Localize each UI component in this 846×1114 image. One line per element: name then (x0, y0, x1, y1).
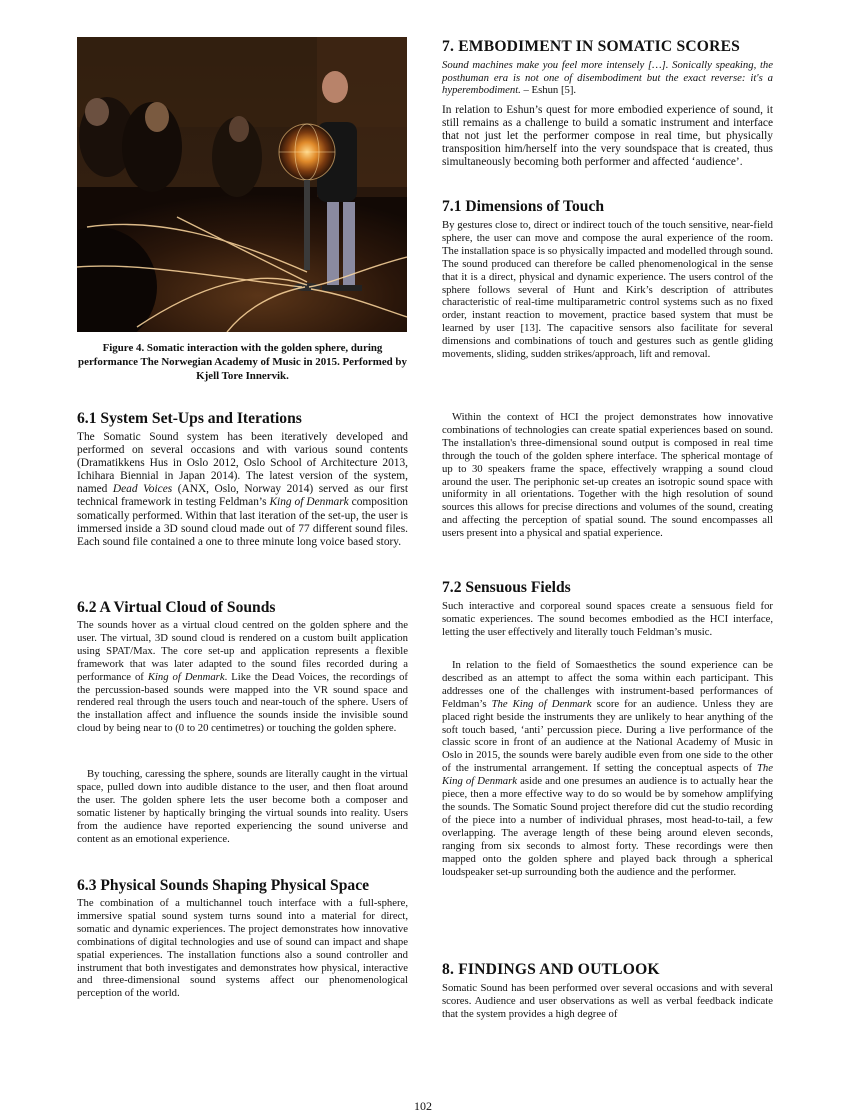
section-heading-7-1: 7.1 Dimensions of Touch (442, 198, 605, 215)
section-8-paragraph: Somatic Sound has been performed over several occasions and with several scores. Audience and user observations as well as verbal feedback indicate that the system provides a high degree of (442, 982, 773, 1020)
section-heading-6-1: 6.1 System Set-Ups and Iterations (77, 410, 302, 427)
epigraph-quote: Sound machines make you feel more intensely […]. Sonically speaking, the posthuman era is not one of disembodiment but the exact reverse: it's a hyperembodiment. – Eshun [5]. (442, 59, 773, 97)
section-6-3-paragraph: The combination of a multichannel touch interface with a full-sphere, immersive spatial sound system turns sound into a material for direct, somatic and dynamic experiences. The project demonstrates how innovative combinations of digital technologies and use of sound can impact and shape spatial experiences. The installation functions also a sound controller and instrument that both investigates and demonstrates how physical, interactive and three-dimensional sound systems affect our phenomenological perception of the world. (77, 897, 408, 1000)
section-6-2-paragraph-1: The sounds hover as a virtual cloud centred on the golden sphere and the user. The virtual, 3D sound cloud is rendered on a custom built application using SPAT/Max. The core set-up and application represents a flexible framework that was later adapted to the sound files recorded during a performance of King of Denmark. Like the Dead Voices, the recordings of the percussion-based sounds were mapped into the VR sound space and rendered real through the users touch and near-touch of the sphere. Users of the installation affect and influence the sounds inside the invisible sound cloud by being near to (0 to 20 centimetres) or touching the golden sphere. (77, 619, 408, 735)
section-7-paragraph: In relation to Eshun’s quest for more embodied experience of sound, it still remains as a challenge to build a somatic instrument and interface that not just let the performer compose in real time, but physically transposition him/herself into the very soundspace that is created, thus simultaneously becoming both performer and affected ‘audience’. (442, 104, 773, 169)
page-number: 102 (414, 1099, 432, 1113)
section-7-1-paragraph-1: By gestures close to, direct or indirect touch of the touch sensitive, near-field sphere, the user can move and compose the aural experience of the room. The installation space is so physically impacted and modelled through sound. The sound produced can therefore be called phenomenological in the sense that it is a direct, physical and dynamic experience. The users control of the sphere follows several of Hunt and Kirk’s description of attributes characteristic of real-time multiparametric control systems such as no fixed order, instant reaction to movement, practice based system that must be learned by user [13]. The capacitive sensors also facilitate for several dimensions and combinations of touch and gestures such as gentle gliding movements, sliding, sudden strikes/approach, lift and removal. (442, 219, 773, 361)
section-7-2-paragraph-1: Such interactive and corporeal sound spaces create a sensuous field for somatic experiences. The sound becomes embodied as the HCI interface, letting the user effectively and literally touch Feldman’s music. (442, 600, 773, 638)
section-heading-6-2: 6.2 A Virtual Cloud of Sounds (77, 599, 276, 616)
section-heading-7: 7. EMBODIMENT IN SOMATIC SCORES (442, 38, 741, 55)
section-7-1-paragraph-2: Within the context of HCI the project demonstrates how innovative combinations of technologies can create spatial experiences based on sound. The installation's three-dimensional sound output is composed in real time through the touch of the golden sphere interface. The spherical montage of up to 30 speakers frame the space, effectively wrapping a sound cloud around the user. The periphonic set-up creates an isotropic sound space with uniformity in all orientations. Together with the high resolution of sound sources this allows for precise directions and volumes of the sound, creating and affecting the perception of spatial sound. The sound encompasses all users present into a physical and spatial experience. (442, 411, 773, 540)
section-7-2-paragraph-2: In relation to the field of Somaesthetics the sound experience can be described as an attempt to affect the soma within each participant. This addresses one of the challenges with instrument-based performances of Feldman’s The King of Denmark score for an audience. Unless they are placed right beside the instruments they are unlikely to hear anything of the soft touch based, ‘anti’ percussion piece. During a live performance of the classic score in front of an audience at the National Academy of Music in Oslo in 2015, the sounds were barely audible even from one side to the other of the instrumental arrangement. If setting the conceptual aspects of The King of Denmark aside and one presumes an audience is to actually hear the piece, then a more effective way to do so would be by somehow amplifying the sounds. The Somatic Sound project therefore did cut the studio recording of the piece into a number of individual phrases, most head-to-tail, a few overlapping. The average length of these being around eleven seconds, ranging from six seconds to almost forty. These recordings were then mapped onto the golden sphere and played back through a spherical loudspeaker set-up surrounding both the audience and the performer. (442, 659, 774, 878)
section-6-1-paragraph: The Somatic Sound system has been iteratively developed and performed on several occasions and with various sound contents (Dramatikkens Hus in Oslo 2012, Oslo School of Architecture 2013, Ichihara Biennial in Japan 2014). The latest version of the system, named Dead Voices (ANX, Oslo, Norway 2014) served as our first technical framework in testing Feldman’s King of Denmark composition somatically performed. Within that last iteration of the set-up, the user is immersed inside a 3D sound cloud made out of 77 different sound files. Each sound file contained a one to three minute long voice based story. (77, 431, 409, 548)
figure-caption: Figure 4. Somatic interaction with the golden sphere, during performance The Norwegian Academy of Music in 2015. Performed by Kjell Tore Innervik. (78, 342, 407, 382)
section-6-2-paragraph-2: By touching, caressing the sphere, sounds are literally caught in the virtual space, pulled down into audible distance to the user, and then float around the user. The golden sphere lets the user become both a composer and somatic listener by haptically bringing the virtual sounds into reality. Users from the audience have reported experiencing the sound universe and content as an emotional experience. (77, 768, 408, 845)
section-heading-7-2: 7.2 Sensuous Fields (442, 579, 571, 596)
section-heading-6-3: 6.3 Physical Sounds Shaping Physical Space (77, 877, 370, 894)
section-heading-8: 8. FINDINGS AND OUTLOOK (442, 961, 660, 978)
epigraph-attribution: – Eshun [5]. (520, 84, 577, 97)
figure-photo (77, 37, 407, 332)
